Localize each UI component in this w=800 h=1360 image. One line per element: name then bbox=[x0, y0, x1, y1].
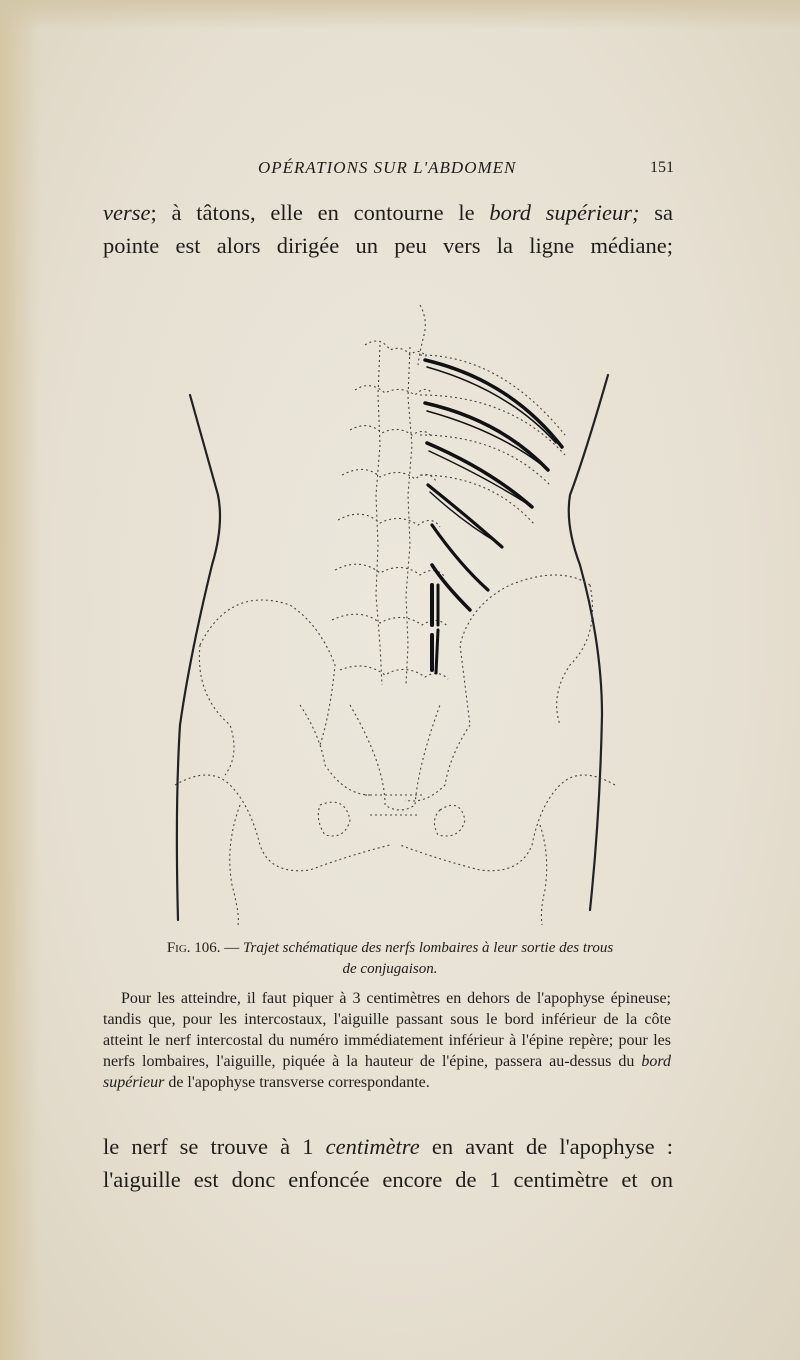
bottom-line-1: le nerf se trouve à 1 centimètre en avant de l'apophyse : bbox=[103, 1134, 674, 1159]
page-top-shadow bbox=[0, 0, 800, 30]
small-paragraph: Pour les atteindre, il faut piquer à 3 centimètres en dehors de l'apophyse épineuse; tandis que, pour les intercostaux, l'aiguille passant sous le bord inférieur de la côte atteint le nerf intercostal du numéro immédiatement inférieur à l'épine repère; pour les nerfs lombaires, l'aiguille, piquée à la hauteur de l'épine, passera au-dessus du bord supérieur de l'apophyse transverse correspondante. bbox=[103, 990, 671, 1091]
top-line-1: verse; à tâtons, elle en contourne le bord supérieur; sa bbox=[103, 200, 673, 225]
top-line-2: pointe est alors dirigée un peu vers la ligne médiane; bbox=[103, 233, 673, 258]
bottom-paragraph bbox=[103, 1130, 673, 1196]
bottom-line-2: l'aiguille est donc enfoncée encore de 1 centimètre et on bbox=[103, 1167, 673, 1192]
page-edge-shadow bbox=[0, 0, 40, 1360]
running-head: OPÉRATIONS SUR L'ABDOMEN bbox=[258, 158, 517, 177]
page-number: 151 bbox=[650, 159, 674, 176]
top-paragraph bbox=[103, 196, 673, 262]
spine-nerve-illustration bbox=[170, 285, 620, 925]
caption-line-1: Fig. 106. — Trajet schématique des nerfs lombaires à leur sortie des trous bbox=[166, 940, 614, 956]
figure-caption bbox=[100, 938, 680, 980]
caption-line-2: de conjugaison. bbox=[342, 961, 438, 977]
